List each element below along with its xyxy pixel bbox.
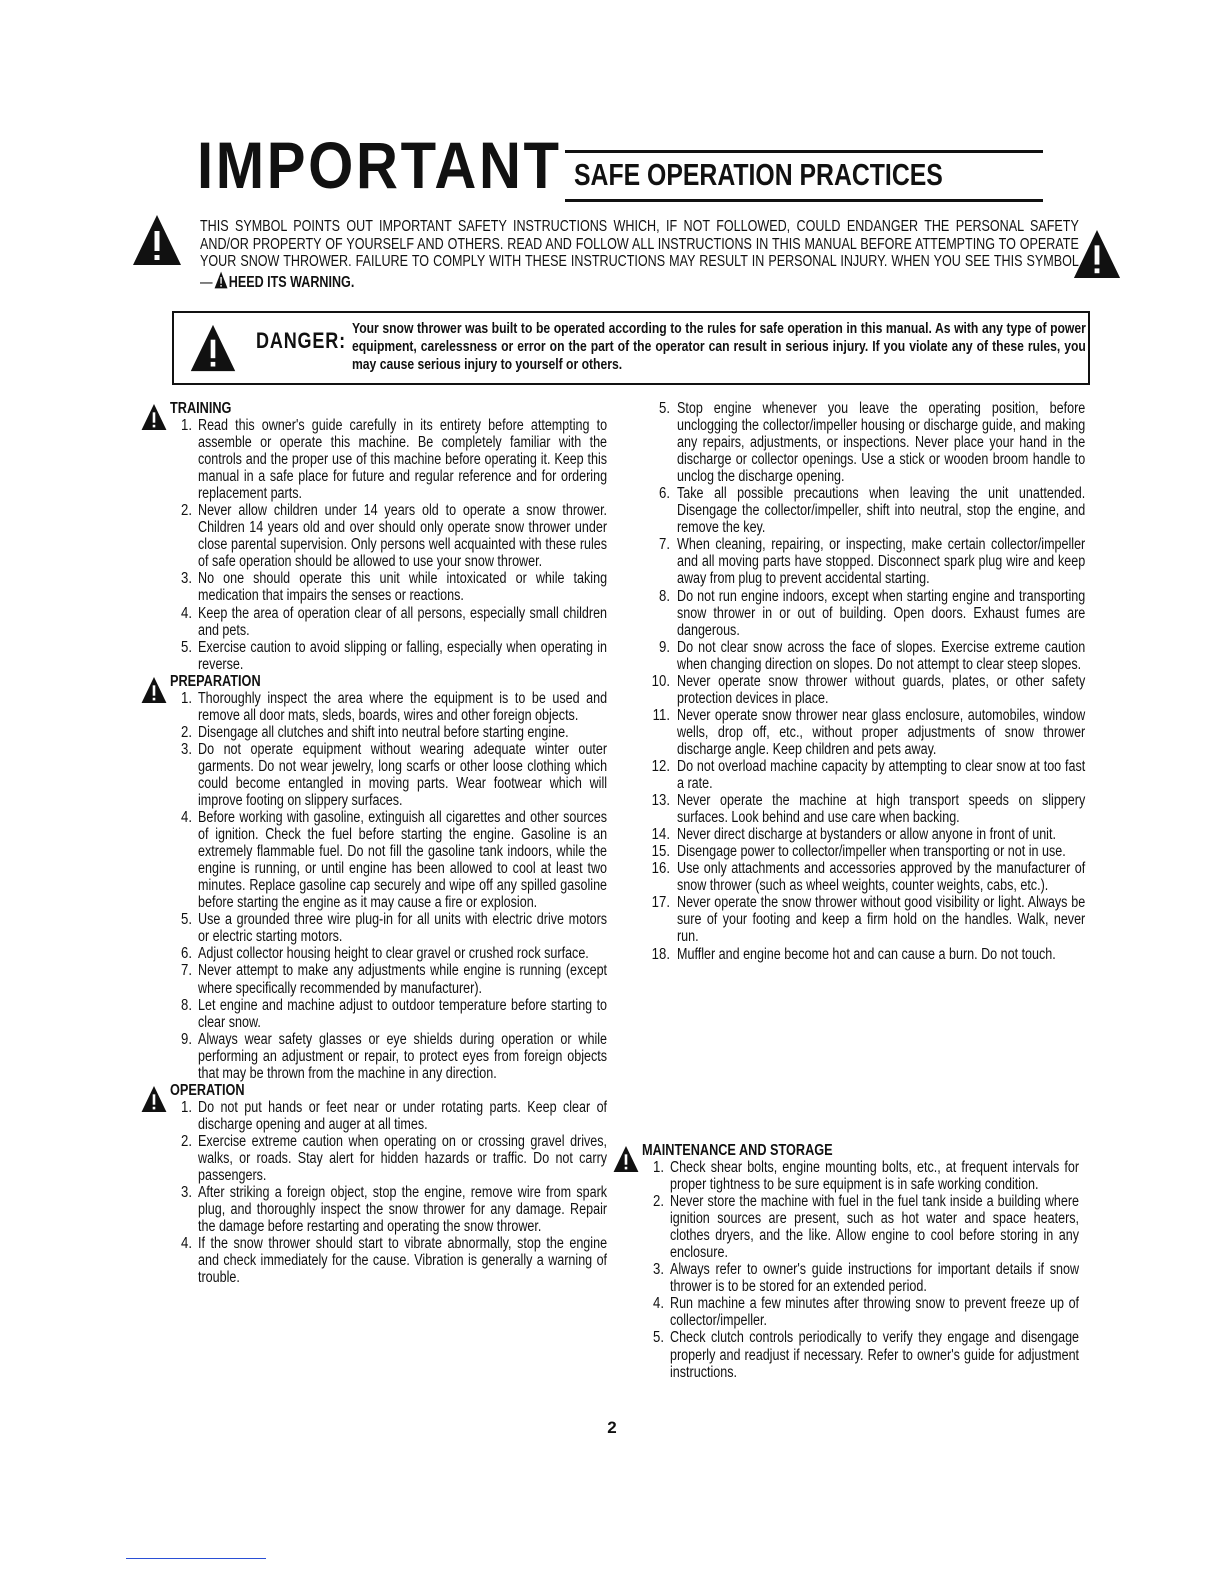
item-text: Exercise extreme caution when operating on or crossing gravel drives, walks, or roads. Stay alert for hidden hazards or traffic. Do not carry passengers. [198,1132,608,1184]
item-text: If the snow thrower should start to vibrate abnormally, stop the engine and check immediately for the cause. Vibration is generally a warning of trouble. [198,1235,608,1287]
intro-heed: HEED ITS WARNING. [228,273,355,291]
section-heading [140,1082,610,1099]
list-item [140,502,610,570]
list-item [640,588,1090,639]
item-number: 1. [653,1159,664,1176]
operation-section [140,1082,610,1287]
item-text: Always wear safety glasses or eye shields during operation or while performing an adjustment or repair, to protect eyes from foreign objects that may be thrown from the machine in any direction. [198,1030,608,1082]
operation-continued-section [640,400,1090,963]
item-text: Never allow children under 14 years old to operate a snow thrower. Children 14 years old and over should only operate snow thrower under close parental supervision. Only persons well acquainted with these rules of safe operation should be allowed to use your snow thrower. [198,502,608,571]
item-number: 8. [181,996,192,1014]
warning-triangle-icon [131,213,183,267]
item-number: 6. [181,945,192,963]
right-column [640,400,1090,963]
item-number: 6. [659,485,670,503]
list-item [640,639,1090,673]
item-number: 5. [181,638,192,656]
left-column [140,400,610,1286]
item-text: Never store the machine with fuel in the fuel tank inside a building where ignition sources are present, such as hot water and space heaters, clothes dryers, and the like. Allow engine to cool before storing in any enclosure. [670,1193,1080,1262]
page-subtitle: SAFE OPERATION PRACTICES [574,157,943,192]
list-item [640,673,1090,707]
list-item [612,1193,1092,1261]
item-number: 5. [653,1329,664,1347]
item-number: 4. [181,809,192,827]
item-text: Stop engine whenever you leave the operating position, before unclogging the collector/impeller housing or discharge guide, and making any repairs, adjustments, or inspections. Never place your hand in the discharge or collector openings. Use a stick or wooden broom handle to unclog the discharge opening. [677,400,1086,486]
danger-text: Your snow thrower was built to be operated according to the rules for safe operation in this manual. As with any type of power equipment, carelessness or error on the part of the operator can result in serious injury. If you violate any of these rules, you may cause serious injury to yourself or others. [352,320,1086,373]
section-heading [612,1142,1092,1159]
item-text: Always refer to owner's guide instructions for important details if snow thrower is to be stored for an extended period. [670,1261,1080,1296]
list-item [140,1031,610,1082]
item-text: Disengage power to collector/impeller when transporting or not in use. [677,843,1066,861]
item-number: 2. [181,723,192,741]
list-item [140,997,610,1031]
item-text: Never operate the machine at high transport speeds on slippery surfaces. Look behind and use care when backing. [677,792,1086,827]
item-number: 3. [653,1261,664,1279]
item-text: Exercise caution to avoid slipping or falling, especially when operating in reverse. [198,638,608,673]
maintenance-section [612,1142,1092,1381]
item-text: Never operate the snow thrower without good visibility or light. Always be sure of your footing and keep a firm hold on the handles. Walk, never run. [677,894,1086,946]
item-number: 8. [659,587,670,605]
item-text: Take all possible precautions when leaving the unit unattended. Disengage the collector/impeller, shift into neutral, stop the engine, and remove the key. [677,485,1086,537]
intro-body: THIS SYMBOL POINTS OUT IMPORTANT SAFETY INSTRUCTIONS WHICH, IF NOT FOLLOWED, COULD ENDANGER THE PERSONAL SAFETY AND/OR PROPERTY OF YOURSELF AND OTHERS. READ AND FOLLOW ALL INSTRUCTIONS IN THIS MANUAL BEFORE ATTEMPTING TO OPERATE YOUR SNOW THROWER. FAILURE TO COMPLY WITH THESE INSTRUCTIONS MAY RESULT IN PERSONAL INJURY. WHEN YOU SEE THIS SYMBOL— [200,218,1079,291]
item-number: 5. [181,911,192,929]
maintenance-column [612,1142,1092,1381]
item-number: 1. [181,417,192,434]
list-item [140,1133,610,1184]
item-text: Use a grounded three wire plug-in for all units with electric drive motors or electric starting motors. [198,911,608,946]
item-number: 3. [181,1184,192,1202]
list-item [612,1295,1092,1329]
item-number: 13. [651,792,670,810]
preparation-section [140,673,610,1082]
operation-heading: OPERATION [170,1081,245,1099]
list-item [640,843,1090,860]
item-text: Do not operate equipment without wearing adequate winter outer garments. Do not wear jewelry, long scarfs or other loose clothing which could become entangled in moving parts. Wear footwear which will improve footing on slippery surfaces. [198,740,608,809]
intro-warning-text [200,218,1130,291]
item-number: 17. [651,894,670,912]
danger-label: DANGER: [256,328,346,353]
item-text: Do not run engine indoors, except when starting engine and transporting snow thrower in or out of building. Open doors. Exhaust fumes are dangerous. [677,587,1086,639]
training-heading: TRAINING [170,400,232,417]
list-item [612,1261,1092,1295]
item-text: When cleaning, repairing, or inspecting, make certain collector/impeller and all moving parts have stopped. Disconnect spark plug wire and keep away from plug to prevent accidental starting. [677,536,1086,588]
preparation-list [140,690,610,1082]
operation-list [140,1099,610,1287]
item-text: No one should operate this unit while intoxicated or while taking medication that impairs the senses or reactions. [198,570,608,605]
item-number: 10. [651,672,670,690]
list-item [640,536,1090,587]
list-item [640,860,1090,894]
list-item [140,962,610,996]
list-item [140,1099,610,1133]
item-text: After striking a foreign object, stop the engine, remove wire from spark plug, and thoroughly inspect the snow thrower for any damage. Repair the damage before restarting and operating the snow thrower. [198,1184,608,1236]
item-text: Never operate snow thrower without guards, plates, or other safety protection devices in place. [677,672,1086,707]
item-number: 18. [651,945,670,963]
list-item [140,945,610,962]
item-text: Never direct discharge at bystanders or allow anyone in front of unit. [677,826,1056,844]
list-item [640,792,1090,826]
maintenance-list [612,1159,1092,1381]
item-text: Keep the area of operation clear of all persons, especially small children and pets. [198,604,608,639]
item-number: 14. [651,826,670,844]
training-section [140,400,610,673]
operation-continued-list [640,400,1090,963]
list-item [140,1184,610,1235]
list-item [140,1235,610,1286]
item-number: 11. [652,706,670,724]
item-number: 4. [653,1295,664,1313]
item-text: Let engine and machine adjust to outdoor temperature before starting to clear snow. [198,996,608,1031]
item-number: 4. [181,604,192,622]
item-number: 12. [651,757,670,775]
list-item [140,809,610,911]
item-text: Run machine a few minutes after throwing snow to prevent freeze up of collector/impeller. [670,1295,1080,1330]
section-heading [140,673,610,690]
list-item [140,570,610,604]
list-item [640,400,1090,485]
list-item [640,826,1090,843]
item-number: 15. [651,843,670,861]
list-item [640,758,1090,792]
list-item [612,1329,1092,1380]
subtitle-rule [565,150,1043,202]
list-item [640,894,1090,945]
list-item [140,639,610,673]
page-number: 2 [607,1418,617,1437]
training-list [140,417,610,673]
item-number: 3. [181,740,192,758]
item-number: 2. [181,1132,192,1150]
item-number: 5. [659,400,670,417]
item-number: 2. [653,1193,664,1211]
item-text: Read this owner's guide carefully in its entirety before attempting to assemble or operate this machine. Be completely familiar with the controls and the proper use of this machine before operating it. Keep this manual in a safe place for future and regular reference and for ordering replacement parts. [198,417,608,503]
item-number: 9. [659,638,670,656]
footer-rule [126,1558,266,1559]
list-item [140,690,610,724]
item-text: Adjust collector housing height to clear gravel or crushed rock surface. [198,945,589,963]
item-text: Check clutch controls periodically to verify they engage and disengage properly and readjust if necessary. Refer to owner's guide for adjustment instructions. [670,1329,1080,1381]
item-number: 9. [181,1030,192,1048]
section-heading [140,400,610,417]
item-text: Before working with gasoline, extinguish all cigarettes and other sources of ignition. Check the fuel before starting the engine. Gasoline is an extremely flammable fuel. Do not fill the gasoline tank indoors, while the engine is running, or until engine has been allowed to cool at least two minutes. Replace gasoline cap securely and wipe off any spilled gasoline before starting the engine as it may cause a fire or explosion. [198,809,608,912]
item-text: Disengage all clutches and shift into neutral before starting engine. [198,723,569,741]
item-text: Do not overload machine capacity by attempting to clear snow at too fast a rate. [677,757,1086,793]
item-number: 3. [181,570,192,588]
list-item [140,741,610,809]
list-item [140,724,610,741]
item-number: 1. [181,1098,192,1116]
danger-box [172,311,1090,385]
item-text: Check shear bolts, engine mounting bolts, etc., at frequent intervals for proper tightness to be sure equipment is in safe working condition. [670,1159,1080,1194]
item-text: Thoroughly inspect the area where the equipment is to be used and remove all door mats, sleds, boards, wires and other foreign objects. [198,689,608,724]
item-number: 4. [181,1235,192,1253]
item-number: 2. [181,502,192,520]
item-number: 7. [181,962,192,980]
list-item [140,605,610,639]
item-number: 16. [651,860,670,878]
item-text: Do not clear snow across the face of slopes. Exercise extreme caution when changing direction on slopes. Do not attempt to clear steep slopes. [677,638,1086,673]
list-item [140,417,610,502]
warning-triangle-icon [213,271,229,289]
list-item [612,1159,1092,1193]
list-item [140,911,610,945]
warning-triangle-icon [188,323,238,373]
item-text: Never attempt to make any adjustments while engine is running (except where specifically recommended by manufacturer). [198,962,608,997]
maintenance-heading: MAINTENANCE AND STORAGE [642,1142,833,1159]
preparation-heading: PREPARATION [170,672,261,690]
list-item [640,946,1090,963]
item-number: 1. [181,689,192,707]
list-item [640,707,1090,758]
item-text: Never operate snow thrower near glass enclosure, automobiles, window wells, drop off, etc., without proper adjustments of snow thrower discharge angle. Keep children and pets away. [677,706,1086,758]
item-text: Muffler and engine become hot and can cause a burn. Do not touch. [677,945,1056,963]
page-title: IMPORTANT [197,128,562,202]
item-text: Do not put hands or feet near or under rotating parts. Keep clear of discharge opening and auger at all times. [198,1098,608,1133]
item-number: 7. [659,536,670,554]
list-item [640,485,1090,536]
item-text: Use only attachments and accessories approved by the manufacturer of snow thrower (such as wheel weights, counter weights, cabs, etc.). [677,860,1086,895]
